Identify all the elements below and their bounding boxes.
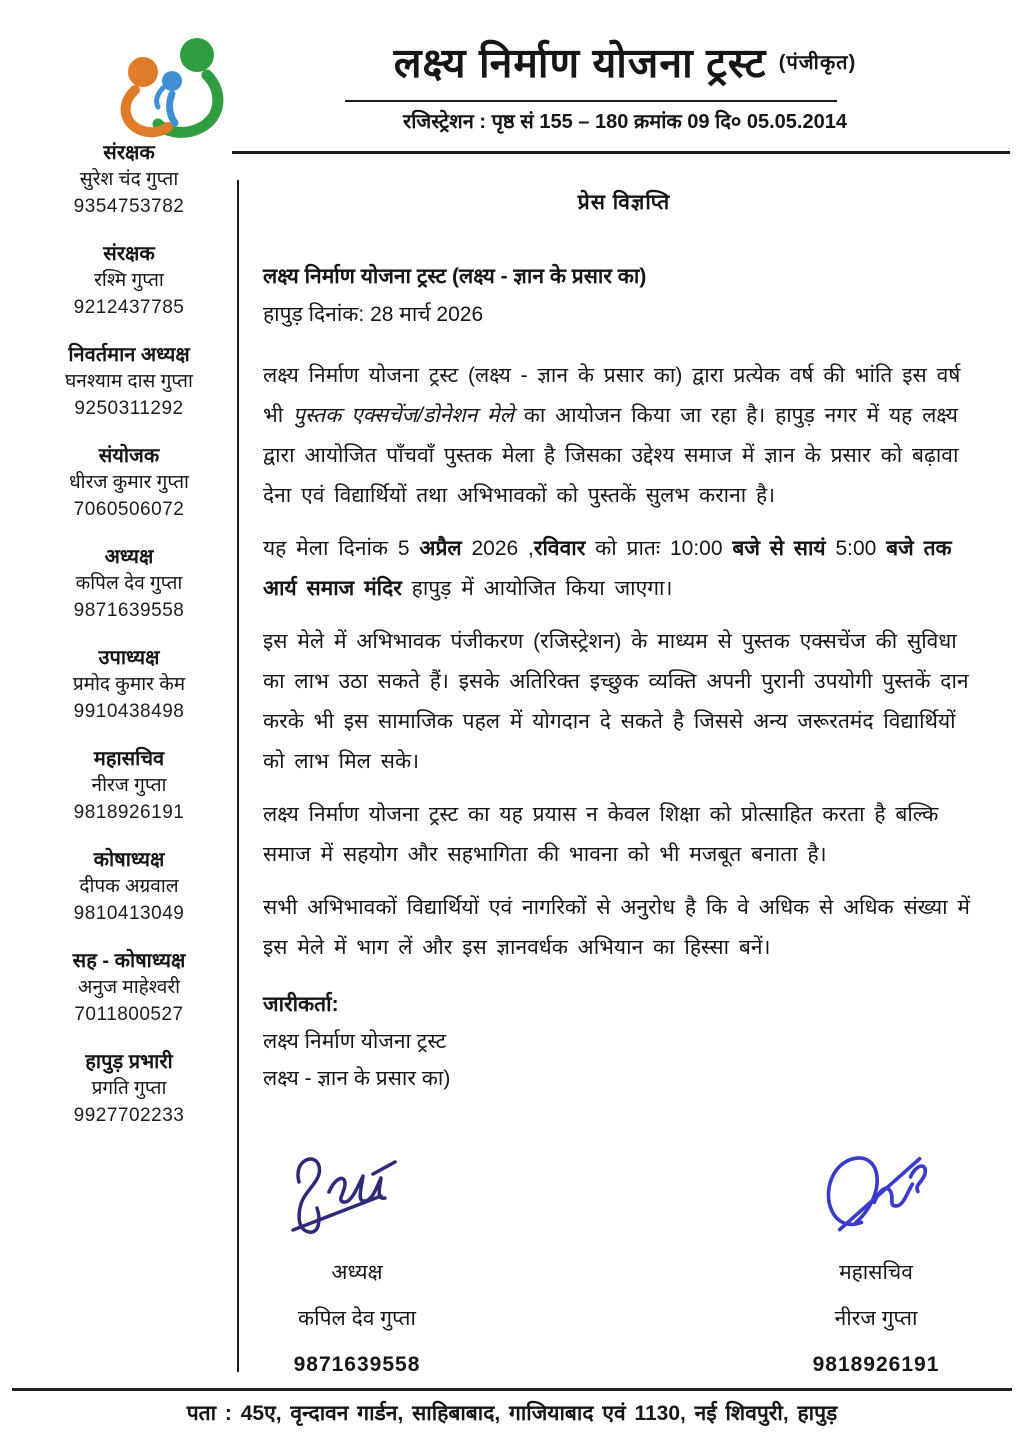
office-bearer-entry [26, 1049, 232, 1129]
paragraph-4: लक्ष्य निर्माण योजना ट्रस्ट का यह प्रयास न केवल शिक्षा को प्रोत्साहित करता है बल्कि समाज में सहयोग और सहभागिता की भावना को भी मजबूत बनाता है। [263, 803, 939, 866]
office-bearer-name: रश्मि गुप्ता [94, 270, 164, 291]
logo-green-head [180, 38, 214, 72]
president-signature-icon [277, 1146, 437, 1246]
header-rule [232, 151, 1010, 154]
trust-logo [110, 28, 230, 142]
office-bearer-entry [26, 140, 232, 220]
office-bearer-phone: 9354753782 [73, 196, 185, 217]
logo-blue-head [162, 71, 182, 91]
office-bearer-phone: 7060506072 [73, 499, 185, 520]
office-bearer-role: उपाध्यक्ष [98, 647, 160, 669]
president-role: अध्यक्ष [331, 1261, 383, 1284]
office-bearer-entry [26, 342, 232, 422]
issuer-org-line: लक्ष्य निर्माण योजना ट्रस्ट [263, 1030, 447, 1053]
paragraph-1: लक्ष्य निर्माण योजना ट्रस्ट (लक्ष्य - ज्ञान के प्रसार का) द्वारा प्रत्येक वर्ष की भांति इस वर्ष भी पुस्तक एक्सचेंज/डोनेशन मेले का आयोजन किया जा रहा है। हापुड़ नगर में यह लक्ष्य द्वारा आयोजित पाँचवाँ पुस्तक मेला है जिसका उद्देश्य समाज में ज्ञान के प्रसार को बढ़ावा देना एवं विद्यार्थियों तथा अभिभावकों को पुस्तकें सुलभ कराना है। [263, 364, 961, 507]
title-underline [345, 100, 837, 102]
office-bearer-entry [26, 847, 232, 927]
paragraph-2: यह मेला दिनांक 5 अप्रैल 2026 ,रविवार को प्रातः 10:00 बजे से सायं 5:00 बजे तक आर्य समाज मंदिर हापुड़ में आयोजित किया जाएगा। [263, 537, 952, 600]
footer-rule [12, 1388, 1012, 1391]
issuer-tagline: लक्ष्य - ज्ञान के प्रसार का) [263, 1067, 451, 1090]
office-bearer-role: संरक्षक [103, 142, 155, 164]
issued-by-label: जारीकर्ता: [263, 993, 339, 1016]
office-bearer-entry [26, 746, 232, 826]
office-bearer-name: सुरेश चंद गुप्ता [79, 169, 179, 190]
office-bearer-name: घनश्याम दास गुप्ता [65, 371, 193, 392]
org-title [240, 34, 1010, 90]
office-bearer-role: अध्यक्ष [104, 546, 154, 568]
office-bearer-role: कोषाध्यक्ष [93, 849, 165, 871]
office-bearer-phone: 9212437785 [73, 297, 185, 318]
office-bearer-role: संयोजक [98, 445, 160, 467]
office-bearer-name: कपिल देव गुप्ता [75, 573, 183, 594]
president-name: कपिल देव गुप्ता [298, 1307, 416, 1330]
office-bearer-name: नीरज गुप्ता [91, 775, 167, 796]
org-name: लक्ष्य निर्माण योजना ट्रस्ट [393, 40, 767, 86]
office-bearer-role: संरक्षक [103, 243, 155, 265]
secretary-signature-icon [796, 1146, 956, 1246]
office-bearer-phone: 9810413049 [73, 903, 185, 924]
paragraph-3: इस मेले में अभिभावक पंजीकरण (रजिस्ट्रेशन) के माध्यम से पुस्तक एक्सचेंज की सुविधा का लाभ उठा सकते हैं। इसके अतिरिक्त इच्छुक व्यक्ति अपनी पुरानी उपयोगी पुस्तकें दान करके भी इस सामाजिक पहल में योगदान दे सकते है जिससे अन्य जरूरतमंद विद्यार्थियों को लाभ मिल सके। [263, 630, 969, 773]
registered-tag: (पंजीकृत) [778, 52, 857, 74]
office-bearer-entry [26, 544, 232, 624]
press-release-heading: प्रेस विज्ञप्ति [577, 191, 671, 214]
president-phone: 9871639558 [293, 1353, 421, 1376]
office-bearer-phone: 9871639558 [73, 600, 185, 621]
secretary-phone: 9818926191 [812, 1353, 940, 1376]
office-bearer-name: प्रगति गुप्ता [91, 1078, 167, 1099]
signatures-section [0, 1146, 1024, 1378]
office-bearer-name: दीपक अग्रवाल [79, 876, 179, 897]
registration-line: रजिस्ट्रेशन : पृष्ठ सं 155 – 180 क्रमांक 09 दि० 05.05.2014 [403, 111, 847, 133]
paragraph-5: सभी अभिभावकों विद्यार्थियों एवं नागरिकों से अनुरोध है कि वे अधिक से अधिक संख्या में इस मेले में भाग लें और इस ज्ञानवर्धक अभियान का हिस्सा बनें। [263, 896, 970, 959]
logo-blue-arm [157, 88, 163, 107]
office-bearer-entry [26, 443, 232, 523]
office-bearer-phone: 9910438498 [73, 701, 185, 722]
office-bearers-sidebar [26, 140, 232, 1150]
office-bearer-entry [26, 645, 232, 725]
office-bearer-phone: 9250311292 [74, 398, 184, 419]
secretary-name: नीरज गुप्ता [834, 1307, 918, 1330]
date-line: हापुड़ दिनांक: 28 मार्च 2026 [263, 303, 484, 326]
president-signature-block [232, 1146, 482, 1388]
office-bearer-name: अनुज माहेश्वरी [77, 977, 181, 998]
office-bearer-entry [26, 948, 232, 1028]
office-bearer-role: महासचिव [93, 748, 165, 770]
logo-blue-body [170, 94, 175, 123]
office-bearer-entry [26, 241, 232, 321]
logo-orange-body [126, 90, 168, 132]
logo-orange-head [128, 57, 158, 87]
press-release-body [263, 180, 985, 1097]
office-bearer-role: निवर्तमान अध्यक्ष [68, 344, 190, 366]
office-bearer-phone: 9818926191 [73, 802, 185, 823]
secretary-signature-block [756, 1146, 996, 1388]
secretary-role: महासचिव [839, 1261, 913, 1284]
address-line: पता : 45ए, वृन्दावन गार्डन, साहिबाबाद, गाजियाबाद एवं 1130, नई शिवपुरी, हापुड़ [186, 1402, 838, 1425]
office-bearer-phone: 9927702233 [73, 1105, 185, 1126]
office-bearer-role: हापुड़ प्रभारी [85, 1051, 173, 1073]
subject-line: लक्ष्य निर्माण योजना ट्रस्ट (लक्ष्य - ज्ञान के प्रसार का) [263, 265, 647, 288]
office-bearer-role: सह - कोषाध्यक्ष [72, 950, 186, 972]
office-bearer-name: धीरज कुमार गुप्ता [69, 472, 189, 493]
office-bearer-phone: 7011800527 [74, 1004, 184, 1025]
office-bearer-name: प्रमोद कुमार केम [72, 674, 186, 695]
